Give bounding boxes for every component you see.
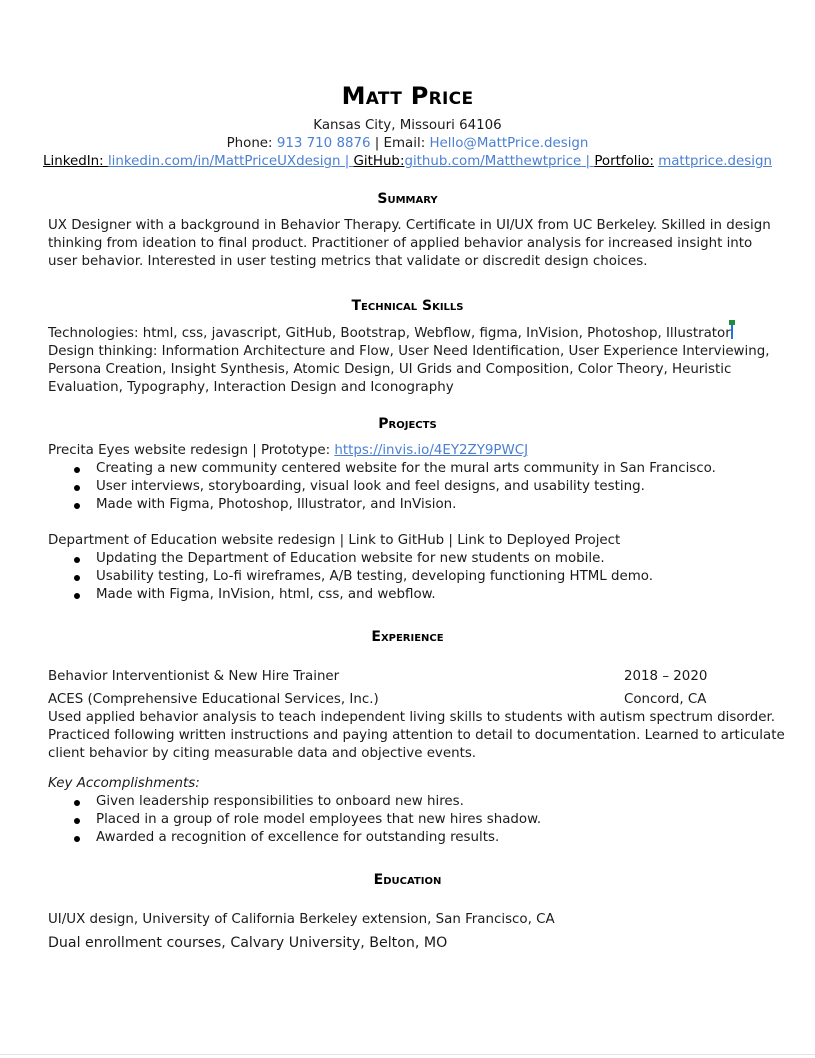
description-line: client behavior by citing measurable data and objective events. <box>48 746 477 761</box>
list-item <box>48 478 716 496</box>
education-item: UI/UX design, University of California Berkeley extension, San Francisco, CA <box>48 912 555 927</box>
project-2-bullets <box>48 550 653 604</box>
job-description <box>48 709 785 763</box>
page-bottom-edge <box>0 1054 815 1055</box>
linkedin-sep: : <box>99 154 108 169</box>
portfolio-label: Portfolio: <box>594 154 654 169</box>
summary-line: UX Designer with a background in Behavior Therapy. Certificate in UI/UX from UC Berkeley. Skilled in design <box>48 218 771 233</box>
bullet-text: Given leadership responsibilities to onboard new hires. <box>96 794 464 809</box>
experience-heading: Experience <box>371 629 444 645</box>
bullet-icon <box>74 485 80 491</box>
github-label: GitHub <box>353 154 400 169</box>
github-link[interactable]: github.com/Matthewtprice <box>404 154 582 169</box>
contact-line <box>0 135 815 153</box>
bullet-icon <box>74 467 80 473</box>
phone-label: Phone: <box>226 136 277 151</box>
summary-heading: Summary <box>377 191 438 207</box>
github-sep: : <box>399 154 405 169</box>
skills-line: Evaluation, Typography, Interaction Design and Iconography <box>48 380 454 395</box>
location-line: Kansas City, Missouri 64106 <box>313 118 502 133</box>
education-heading: Education <box>373 872 442 888</box>
summary-line: user behavior. Interested in user testing metrics that validate or discredit design choices. <box>48 254 648 269</box>
bullet-text: Made with Figma, InVision, html, css, and webflow. <box>96 587 436 602</box>
project-title-1 <box>48 442 528 460</box>
list-item <box>48 460 716 478</box>
bullet-icon <box>74 503 80 509</box>
links-separator-2: | <box>581 154 595 169</box>
accomplishments-list <box>48 793 541 847</box>
accomplishments-label: Key Accomplishments: <box>48 776 200 791</box>
bullet-text: Creating a new community centered website for the mural arts community in San Francisco. <box>96 461 716 476</box>
bullet-icon <box>74 593 80 599</box>
skills-heading: Technical Skills <box>351 298 464 314</box>
bullet-icon <box>74 818 80 824</box>
skills-line <box>48 324 778 343</box>
resume-name: Matt Price <box>341 82 474 110</box>
job-location: Concord, CA <box>624 692 707 707</box>
linkedin-label: LinkedIn <box>43 154 100 169</box>
list-item <box>48 829 541 847</box>
bullet-text: User interviews, storyboarding, visual look and feel designs, and usability testing. <box>96 479 645 494</box>
bullet-text: Placed in a group of role model employees that new hires shadow. <box>96 812 542 827</box>
description-line: Practiced following written instructions and paying attention to detail to documentation. Learned to articulate <box>48 728 785 743</box>
list-item <box>48 496 716 514</box>
bullet-text: Awarded a recognition of excellence for outstanding results. <box>96 830 500 845</box>
projects-heading: Projects <box>378 416 437 432</box>
email-label: | Email: <box>370 136 430 151</box>
list-item <box>48 586 653 604</box>
project-title-text: Precita Eyes website redesign | Prototype: <box>48 443 335 458</box>
bullet-text: Made with Figma, Photoshop, Illustrator, and InVision. <box>96 497 457 512</box>
list-item <box>48 811 541 829</box>
bullet-text: Usability testing, Lo-fi wireframes, A/B testing, developing functioning HTML demo. <box>96 569 654 584</box>
skills-line: Design thinking: Information Architecture and Flow, User Need Identification, User Experience Interviewing, <box>48 344 770 359</box>
project-1-bullets <box>48 460 716 514</box>
text-cursor <box>731 324 733 339</box>
project-title-2: Department of Education website redesign | Link to GitHub | Link to Deployed Project <box>48 533 621 548</box>
summary-text <box>48 217 778 271</box>
prototype-link[interactable]: https://invis.io/4EY2ZY9PWCJ <box>334 443 529 458</box>
bullet-text: Updating the Department of Education website for new students on mobile. <box>96 551 605 566</box>
phone-number[interactable]: 913 710 8876 <box>276 136 371 151</box>
email-link[interactable]: Hello@MattPrice.design <box>429 136 589 151</box>
linkedin-link[interactable]: linkedin.com/in/MattPriceUXdesign <box>107 154 341 169</box>
education-item: Dual enrollment courses, Calvary University, Belton, MO <box>48 935 448 951</box>
job-role: Behavior Interventionist & New Hire Trainer <box>48 669 340 684</box>
skills-technologies: Technologies: html, css, javascript, GitHub, Bootstrap, Webflow, figma, InVision, Photoshop, Illustrator <box>48 326 731 341</box>
bullet-icon <box>74 575 80 581</box>
list-item <box>48 550 653 568</box>
skills-line: Persona Creation, Insight Synthesis, Atomic Design, UI Grids and Composition, Color Theory, Heuristic <box>48 362 732 377</box>
job-dates: 2018 – 2020 <box>624 669 708 684</box>
links-separator: | <box>340 154 354 169</box>
links-line <box>0 153 815 171</box>
description-line: Used applied behavior analysis to teach independent living skills to students with autism spectrum disorder. <box>48 710 776 725</box>
list-item <box>48 568 653 586</box>
job-company: ACES (Comprehensive Educational Services, Inc.) <box>48 692 379 707</box>
summary-line: thinking from ideation to final product. Practitioner of applied behavior analysis for increased insight into <box>48 236 753 251</box>
list-item <box>48 793 541 811</box>
bullet-icon <box>74 800 80 806</box>
bullet-icon <box>74 836 80 842</box>
skills-text <box>48 324 778 397</box>
bullet-icon <box>74 557 80 563</box>
portfolio-link[interactable]: mattprice.design <box>658 154 772 169</box>
